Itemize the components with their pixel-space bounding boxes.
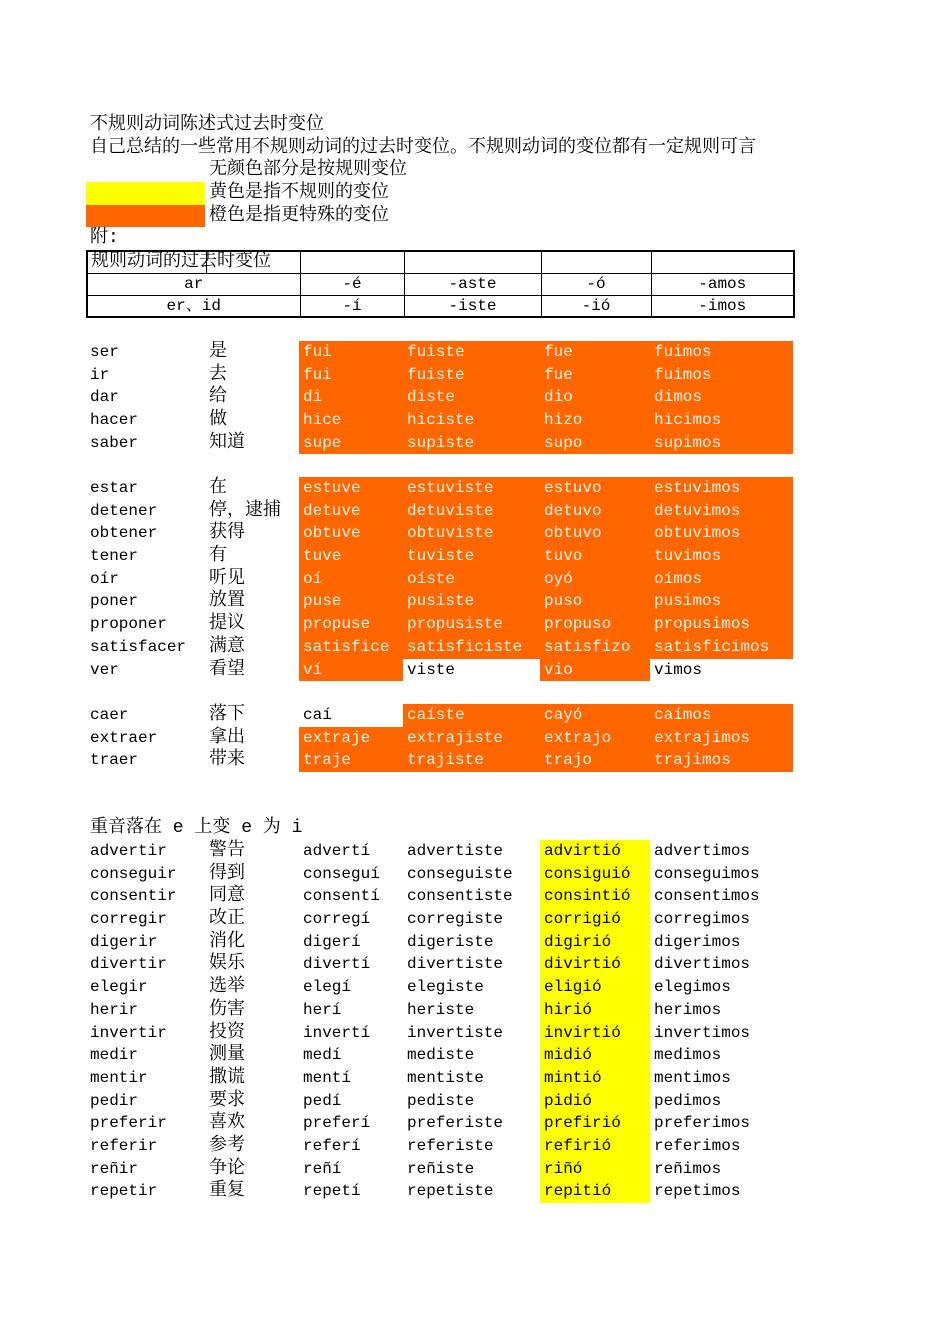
form-tu: consentiste	[407, 887, 513, 906]
legend-none-label: 无颜色部分是按规则变位	[209, 160, 407, 181]
verb-infinitive: detener	[90, 501, 158, 520]
verb-meaning: 投资	[209, 1022, 245, 1043]
verb-row	[86, 590, 793, 613]
verb-meaning: 看望	[209, 659, 245, 680]
form-tu: preferiste	[407, 1114, 504, 1133]
verb-meaning: 喜欢	[209, 1113, 245, 1134]
form-nosotros: preferimos	[654, 1114, 751, 1133]
form-el: advirtió	[540, 840, 650, 863]
form-el: satisfizo	[540, 636, 650, 659]
form-tu: caíste	[403, 704, 540, 727]
verb-meaning: 同意	[209, 886, 245, 907]
verb-meaning: 放置	[209, 591, 245, 612]
regular-table-ending-el: -ó	[541, 273, 651, 295]
form-nosotros: consentimos	[654, 887, 760, 906]
form-el: puso	[540, 590, 650, 613]
form-nosotros: extrajimos	[650, 727, 793, 750]
form-tu: pediste	[407, 1091, 475, 1110]
form-el: cayó	[540, 704, 650, 727]
regular-table-empty-cell	[404, 251, 541, 273]
form-yo: supe	[299, 432, 403, 455]
form-tu: elegiste	[407, 978, 484, 997]
legend-yellow-swatch	[86, 182, 205, 205]
form-tu: propusiste	[403, 613, 540, 636]
verb-row	[86, 1090, 793, 1113]
verb-meaning: 拿出	[209, 727, 245, 748]
form-el: midió	[540, 1044, 650, 1067]
verb-meaning: 有	[209, 546, 227, 567]
legend-yellow-row	[86, 182, 793, 205]
form-el: fue	[540, 341, 650, 364]
verb-row	[86, 636, 793, 659]
form-yo: elegí	[303, 978, 352, 997]
form-yo: pedí	[303, 1091, 342, 1110]
verb-group	[86, 817, 793, 1203]
form-yo: conseguí	[303, 864, 380, 883]
verb-meaning: 争论	[209, 1158, 245, 1179]
verb-meaning: 做	[209, 409, 227, 430]
verb-infinitive: corregir	[90, 910, 167, 929]
verb-infinitive: caer	[90, 705, 129, 724]
appendix-row	[86, 227, 793, 250]
form-nosotros: caímos	[650, 704, 793, 727]
verb-meaning: 测量	[209, 1045, 245, 1066]
verb-row	[86, 364, 793, 387]
form-yo: puse	[299, 590, 403, 613]
verb-infinitive: oír	[90, 569, 119, 588]
verb-infinitive: poner	[90, 592, 139, 611]
form-el: consintió	[540, 885, 650, 908]
regular-table-wrapper	[86, 250, 793, 318]
form-nosotros: fuimos	[650, 364, 793, 387]
form-el: hizo	[540, 409, 650, 432]
form-tu: mediste	[407, 1046, 475, 1065]
page-title: 不规则动词陈述式过去时变位	[90, 115, 324, 135]
verb-infinitive: saber	[90, 433, 139, 452]
verb-infinitive: estar	[90, 479, 139, 498]
form-nosotros: herimos	[654, 1000, 722, 1019]
verb-row	[86, 908, 793, 931]
form-yo: divertí	[303, 955, 371, 974]
verb-row	[86, 749, 793, 772]
form-tu: tuviste	[403, 545, 540, 568]
form-nosotros: dimos	[650, 386, 793, 409]
form-el: pidió	[540, 1090, 650, 1113]
form-nosotros: repetimos	[654, 1182, 741, 1201]
form-el: divirtió	[540, 953, 650, 976]
verb-infinitive: medir	[90, 1046, 139, 1065]
form-yo: fui	[299, 341, 403, 364]
form-tu: mentiste	[407, 1068, 484, 1087]
form-tu: extrajiste	[403, 727, 540, 750]
verb-meaning: 知道	[209, 432, 245, 453]
form-yo: preferí	[303, 1114, 371, 1133]
regular-table-stem: ar	[87, 273, 300, 295]
verb-row	[86, 1112, 793, 1135]
verb-meaning: 给	[209, 387, 227, 408]
regular-table-ending-el: -ió	[541, 295, 651, 317]
verb-meaning: 消化	[209, 931, 245, 952]
verb-group	[86, 704, 793, 772]
form-nosotros: trajimos	[650, 749, 793, 772]
legend-none-swatch	[86, 159, 205, 182]
verb-infinitive: referir	[90, 1136, 158, 1155]
verb-group	[86, 477, 793, 681]
form-tu: advertiste	[407, 842, 504, 861]
form-tu: divertiste	[407, 955, 504, 974]
title-row	[86, 114, 793, 137]
form-el: detuvo	[540, 500, 650, 523]
form-el: propuso	[540, 613, 650, 636]
form-tu: invertiste	[407, 1023, 504, 1042]
verb-infinitive: proponer	[90, 615, 167, 634]
form-yo: satisfice	[299, 636, 403, 659]
form-el: trajo	[540, 749, 650, 772]
verb-meaning: 带来	[209, 750, 245, 771]
form-el: refirió	[540, 1135, 650, 1158]
form-el: mintió	[540, 1067, 650, 1090]
form-tu: corregiste	[407, 910, 504, 929]
verb-infinitive: elegir	[90, 978, 148, 997]
group-heading-row	[86, 817, 793, 840]
form-el: riñó	[540, 1158, 650, 1181]
form-nosotros: fuimos	[650, 341, 793, 364]
regular-table-row-ar	[87, 273, 794, 295]
legend-orange-swatch	[86, 205, 205, 228]
verb-meaning: 选举	[209, 977, 245, 998]
verb-meaning: 是	[209, 341, 227, 362]
form-el: extrajo	[540, 727, 650, 750]
form-el: tuvo	[540, 545, 650, 568]
form-yo: advertí	[303, 842, 371, 861]
form-yo: extraje	[299, 727, 403, 750]
form-tu: oíste	[403, 568, 540, 591]
verb-infinitive: repetir	[90, 1182, 158, 1201]
form-tu: pusiste	[403, 590, 540, 613]
verb-row	[86, 613, 793, 636]
form-nosotros: hicimos	[650, 409, 793, 432]
form-nosotros: propusimos	[650, 613, 793, 636]
form-yo: caí	[303, 705, 332, 724]
verb-row	[86, 386, 793, 409]
form-yo: propuse	[299, 613, 403, 636]
form-nosotros: oímos	[650, 568, 793, 591]
verb-row	[86, 840, 793, 863]
form-yo: fui	[299, 364, 403, 387]
verb-row	[86, 568, 793, 591]
form-nosotros: supimos	[650, 432, 793, 455]
verb-infinitive: consentir	[90, 887, 177, 906]
verb-infinitive: preferir	[90, 1114, 167, 1133]
regular-table-empty-cell	[651, 251, 794, 273]
form-nosotros: mentimos	[654, 1068, 731, 1087]
verb-meaning: 停，逮捕	[209, 500, 281, 521]
verb-infinitive: traer	[90, 751, 139, 770]
form-yo: medí	[303, 1046, 342, 1065]
form-nosotros: tuvimos	[650, 545, 793, 568]
subtitle-row	[86, 137, 793, 160]
form-nosotros: invertimos	[654, 1023, 751, 1042]
verb-meaning: 在	[209, 478, 227, 499]
verb-row	[86, 976, 793, 999]
verb-meaning: 落下	[209, 704, 245, 725]
form-yo: corregí	[303, 910, 371, 929]
verb-row	[86, 931, 793, 954]
verb-infinitive: mentir	[90, 1068, 148, 1087]
form-nosotros: obtuvimos	[650, 522, 793, 545]
form-nosotros: detuvimos	[650, 500, 793, 523]
regular-table-ending-nosotros: -imos	[651, 295, 794, 317]
form-nosotros: vimos	[654, 660, 703, 679]
form-tu: digeriste	[407, 932, 494, 951]
form-yo: traje	[299, 749, 403, 772]
verb-meaning: 要求	[209, 1090, 245, 1111]
form-nosotros: divertimos	[654, 955, 751, 974]
verb-meaning: 撒谎	[209, 1067, 245, 1088]
verb-infinitive: divertir	[90, 955, 167, 974]
form-tu: fuiste	[403, 364, 540, 387]
form-el: supo	[540, 432, 650, 455]
verb-row	[86, 704, 793, 727]
form-yo: consentí	[303, 887, 380, 906]
legend-yellow-label: 黄色是指不规则的变位	[209, 183, 389, 204]
form-tu: conseguiste	[407, 864, 513, 883]
verb-row	[86, 727, 793, 750]
verb-meaning: 听见	[209, 568, 245, 589]
form-el: digirió	[540, 931, 650, 954]
regular-table-ending-yo: -í	[300, 295, 404, 317]
regular-table-ending-tu: -iste	[404, 295, 541, 317]
form-yo: hice	[299, 409, 403, 432]
verb-infinitive: ser	[90, 342, 119, 361]
spreadsheet-sheet	[86, 114, 793, 1203]
verb-meaning: 伤害	[209, 999, 245, 1020]
form-yo: tuve	[299, 545, 403, 568]
form-nosotros: conseguimos	[654, 864, 760, 883]
verb-infinitive: obtener	[90, 524, 158, 543]
form-el: repitió	[540, 1180, 650, 1203]
verb-row	[86, 1044, 793, 1067]
verb-infinitive: pedir	[90, 1091, 139, 1110]
form-el: oyó	[540, 568, 650, 591]
verb-row	[86, 953, 793, 976]
form-yo: oí	[299, 568, 403, 591]
form-yo: invertí	[303, 1023, 371, 1042]
verb-row	[86, 999, 793, 1022]
verb-infinitive: reñir	[90, 1159, 139, 1178]
verb-infinitive: conseguir	[90, 864, 177, 883]
page-subtitle: 自己总结的一些常用不规则动词的过去时变位。不规则动词的变位都有一定规则可言	[90, 137, 756, 158]
verb-infinitive: hacer	[90, 410, 139, 429]
form-tu: hiciste	[403, 409, 540, 432]
verb-meaning: 娱乐	[209, 954, 245, 975]
form-tu: estuviste	[403, 477, 540, 500]
verb-row	[86, 659, 793, 682]
form-yo: di	[299, 386, 403, 409]
form-yo: reñí	[303, 1159, 342, 1178]
form-el: vio	[540, 659, 650, 682]
form-tu: viste	[407, 660, 456, 679]
verb-meaning: 获得	[209, 523, 245, 544]
form-tu: referiste	[407, 1136, 494, 1155]
form-el: invirtió	[540, 1022, 650, 1045]
form-nosotros: corregimos	[654, 910, 751, 929]
verb-meaning: 满意	[209, 636, 245, 657]
regular-table-title-row	[87, 251, 794, 273]
form-el: obtuvo	[540, 522, 650, 545]
form-nosotros: digerimos	[654, 932, 741, 951]
regular-table-ending-yo: -é	[300, 273, 404, 295]
verb-group	[86, 341, 793, 454]
regular-table-row-er-ir	[87, 295, 794, 317]
form-el: estuvo	[540, 477, 650, 500]
regular-table-title: 规则动词的过去时变位	[87, 251, 206, 273]
form-tu: obtuviste	[403, 522, 540, 545]
form-el: corrigió	[540, 908, 650, 931]
form-el: dio	[540, 386, 650, 409]
verb-infinitive: extraer	[90, 728, 158, 747]
verb-infinitive: satisfacer	[90, 637, 187, 656]
form-yo: obtuve	[299, 522, 403, 545]
legend-none-row	[86, 159, 793, 182]
form-nosotros: reñimos	[654, 1159, 722, 1178]
form-yo: estuve	[299, 477, 403, 500]
verb-meaning: 参考	[209, 1135, 245, 1156]
legend-orange-row	[86, 205, 793, 228]
verb-row	[86, 432, 793, 455]
legend-orange-label: 橙色是指更特殊的变位	[209, 205, 389, 226]
verb-row	[86, 885, 793, 908]
verb-infinitive: ver	[90, 660, 119, 679]
regular-table-stem: er、id	[87, 295, 300, 317]
verb-infinitive: herir	[90, 1000, 139, 1019]
verb-row	[86, 1180, 793, 1203]
verb-row	[86, 341, 793, 364]
form-tu: supiste	[403, 432, 540, 455]
verb-meaning: 得到	[209, 863, 245, 884]
form-tu: detuviste	[403, 500, 540, 523]
form-yo: referí	[303, 1136, 361, 1155]
appendix-label: 附:	[90, 228, 119, 249]
verb-row	[86, 409, 793, 432]
verb-row	[86, 863, 793, 886]
form-nosotros: elegimos	[654, 978, 731, 997]
verb-row	[86, 1022, 793, 1045]
form-el: hirió	[540, 999, 650, 1022]
verb-row	[86, 1158, 793, 1181]
verb-groups	[86, 341, 793, 1203]
regular-table-empty-cell	[541, 251, 651, 273]
verb-infinitive: ir	[90, 365, 110, 384]
regular-table-ending-tu: -aste	[404, 273, 541, 295]
form-yo: ví	[299, 659, 403, 682]
form-nosotros: advertimos	[654, 842, 751, 861]
form-el: eligió	[540, 976, 650, 999]
verb-infinitive: tener	[90, 547, 139, 566]
form-tu: trajiste	[403, 749, 540, 772]
verb-meaning: 重复	[209, 1181, 245, 1202]
verb-meaning: 改正	[209, 909, 245, 930]
verb-row	[86, 500, 793, 523]
form-tu: reñiste	[407, 1159, 475, 1178]
form-yo: mentí	[303, 1068, 352, 1087]
form-nosotros: pedimos	[654, 1091, 722, 1110]
form-tu: repetiste	[407, 1182, 494, 1201]
verb-infinitive: digerir	[90, 932, 158, 951]
form-yo: repetí	[303, 1182, 361, 1201]
form-yo: digerí	[303, 932, 361, 951]
form-nosotros: satisficimos	[650, 636, 793, 659]
regular-conjugation-table	[86, 250, 795, 318]
verb-infinitive: advertir	[90, 842, 167, 861]
form-yo: herí	[303, 1000, 342, 1019]
verb-meaning: 警告	[209, 841, 245, 862]
verb-meaning: 去	[209, 364, 227, 385]
form-nosotros: medimos	[654, 1046, 722, 1065]
form-nosotros: referimos	[654, 1136, 741, 1155]
regular-table-ending-nosotros: -amos	[651, 273, 794, 295]
verb-meaning: 提议	[209, 614, 245, 635]
verb-row	[86, 1135, 793, 1158]
regular-table-empty-cell	[300, 251, 404, 273]
verb-row	[86, 545, 793, 568]
form-nosotros: estuvimos	[650, 477, 793, 500]
verb-infinitive: dar	[90, 388, 119, 407]
verb-row	[86, 522, 793, 545]
form-el: consiguió	[540, 863, 650, 886]
form-tu: diste	[403, 386, 540, 409]
form-el: prefirió	[540, 1112, 650, 1135]
form-el: fue	[540, 364, 650, 387]
verb-infinitive: invertir	[90, 1023, 167, 1042]
form-nosotros: pusimos	[650, 590, 793, 613]
form-tu: fuiste	[403, 341, 540, 364]
form-yo: detuve	[299, 500, 403, 523]
verb-row	[86, 1067, 793, 1090]
group-heading: 重音落在 e 上变 e 为 i	[90, 818, 303, 839]
form-tu: heriste	[407, 1000, 475, 1019]
verb-row	[86, 477, 793, 500]
form-tu: satisficiste	[403, 636, 540, 659]
